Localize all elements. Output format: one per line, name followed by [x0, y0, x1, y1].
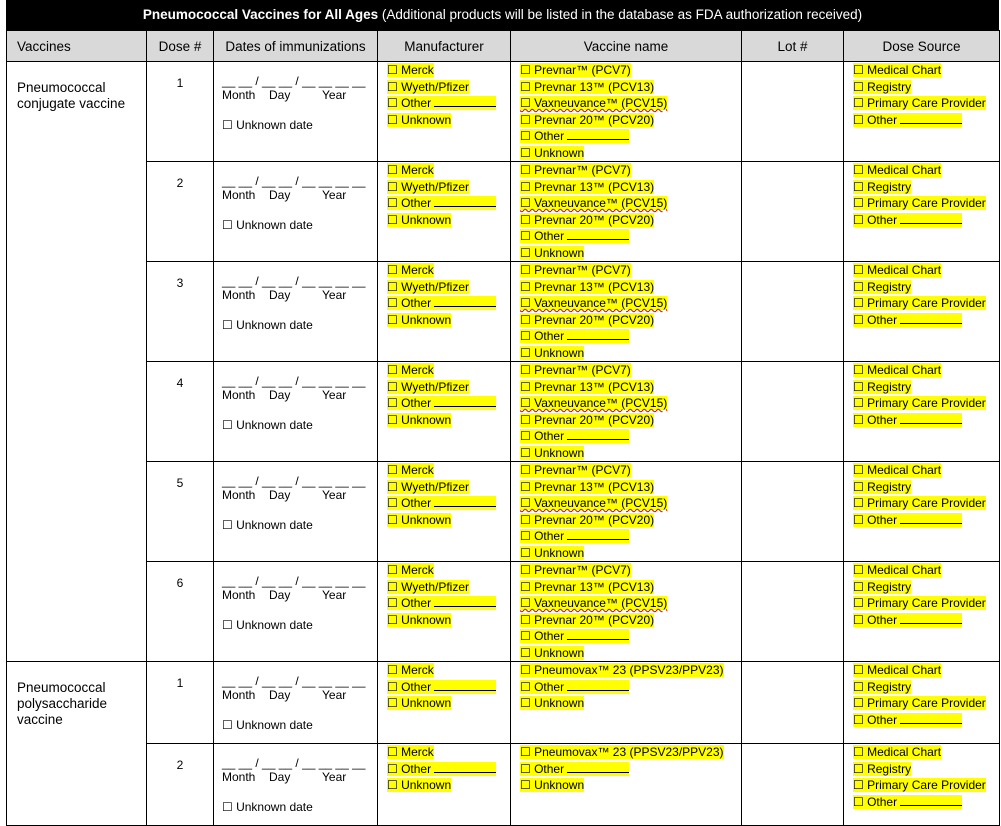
dose-row: [7, 662, 1000, 744]
option[interactable]: ☐ Wyeth/Pfizer: [387, 279, 470, 294]
option[interactable]: ☐ Unknown: [520, 345, 585, 360]
option[interactable]: ☐ Unknown: [520, 145, 585, 160]
dose-row: [7, 262, 1000, 362]
option[interactable]: ☐ Medical Chart: [853, 163, 942, 177]
other-blank[interactable]: [900, 795, 962, 806]
option[interactable]: ☐ Vaxneuvance™ (PCV15): [520, 196, 668, 210]
option[interactable]: ☐ Wyeth/Pfizer: [387, 79, 470, 94]
dose-number: 2: [147, 744, 214, 826]
option[interactable]: ☐ Unknown: [387, 612, 452, 627]
option[interactable]: ☐ Primary Care Provider: [853, 496, 986, 510]
col-manufacturer: Manufacturer: [378, 31, 511, 62]
date-field[interactable]: __ __ / __ __ / __ __ __ __ Month Day Year ☐ Unknown date: [214, 362, 378, 462]
option[interactable]: ☐ Other: [853, 712, 999, 729]
option[interactable]: ☐ Medical Chart: [853, 363, 942, 377]
option[interactable]: ☐ Prevnar 13™ (PCV13): [520, 479, 655, 494]
option[interactable]: ☐ Merck: [387, 363, 434, 377]
dose-source-options: [844, 562, 1000, 662]
lot-number-field[interactable]: [742, 462, 844, 562]
dose-row: [7, 62, 1000, 162]
lot-number-field[interactable]: [742, 62, 844, 162]
lot-number-field[interactable]: [742, 162, 844, 262]
dose-row: [7, 162, 1000, 262]
option[interactable]: ☐ Vaxneuvance™ (PCV15): [520, 296, 668, 310]
other-blank[interactable]: [434, 396, 496, 407]
unknown-date-checkbox[interactable]: ☐ Unknown date: [222, 718, 313, 732]
vaccine-name-options: [511, 62, 742, 162]
dose-source-options: [844, 462, 1000, 562]
col-lot: Lot #: [742, 31, 844, 62]
other-blank[interactable]: [567, 429, 629, 440]
option[interactable]: ☐ Prevnar™ (PCV7): [520, 463, 631, 477]
other-blank[interactable]: [900, 313, 962, 324]
manufacturer-options: [378, 362, 511, 462]
option[interactable]: ☐ Unknown: [520, 545, 585, 560]
option[interactable]: ☐ Unknown: [387, 212, 452, 227]
lot-number-field[interactable]: [742, 744, 844, 826]
other-blank[interactable]: [900, 413, 962, 424]
other-blank[interactable]: [567, 629, 629, 640]
lot-number-field[interactable]: [742, 362, 844, 462]
unknown-date-checkbox[interactable]: ☐ Unknown date: [222, 118, 313, 132]
option[interactable]: ☐ Prevnar 20™ (PCV20): [520, 212, 655, 227]
option[interactable]: ☐ Other: [853, 794, 999, 811]
other-blank[interactable]: [567, 229, 629, 240]
unknown-date-checkbox[interactable]: ☐ Unknown date: [222, 318, 313, 332]
immunization-table: [6, 30, 1000, 826]
unknown-date-checkbox[interactable]: ☐ Unknown date: [222, 618, 313, 632]
date-field[interactable]: __ __ / __ __ / __ __ __ __ Month Day Year ☐ Unknown date: [214, 744, 378, 826]
option[interactable]: ☐ Registry: [853, 579, 912, 594]
col-vaccines: Vaccines: [7, 31, 147, 62]
date-field[interactable]: __ __ / __ __ / __ __ __ __ Month Day Year ☐ Unknown date: [214, 662, 378, 744]
other-blank[interactable]: [434, 196, 496, 207]
option[interactable]: ☐ Other: [520, 228, 741, 245]
option[interactable]: ☐ Primary Care Provider: [853, 296, 986, 310]
option[interactable]: ☐ Merck: [387, 263, 434, 277]
option[interactable]: ☐ Prevnar 13™ (PCV13): [520, 179, 655, 194]
option[interactable]: ☐ Prevnar™ (PCV7): [520, 563, 631, 577]
option[interactable]: ☐ Other: [853, 412, 999, 429]
manufacturer-options: [378, 662, 511, 744]
option[interactable]: ☐ Prevnar 20™ (PCV20): [520, 512, 655, 527]
other-blank[interactable]: [900, 513, 962, 524]
option[interactable]: ☐ Prevnar 13™ (PCV13): [520, 79, 655, 94]
unknown-date-checkbox[interactable]: ☐ Unknown date: [222, 418, 313, 432]
lot-number-field[interactable]: [742, 262, 844, 362]
option[interactable]: ☐ Merck: [387, 563, 434, 577]
option[interactable]: ☐ Other: [520, 428, 741, 445]
option[interactable]: ☐ Unknown: [520, 696, 585, 710]
other-blank[interactable]: [567, 680, 629, 691]
option[interactable]: ☐ Unknown: [520, 778, 585, 792]
dose-row: [7, 462, 1000, 562]
option[interactable]: ☐ Other: [853, 212, 999, 229]
dose-number: 5: [147, 462, 214, 562]
option[interactable]: ☐ Unknown: [520, 645, 585, 660]
other-blank[interactable]: [434, 596, 496, 607]
option[interactable]: ☐ Prevnar 20™ (PCV20): [520, 312, 655, 327]
option[interactable]: ☐ Prevnar 20™ (PCV20): [520, 112, 655, 127]
other-blank[interactable]: [434, 496, 496, 507]
option[interactable]: ☐ Wyeth/Pfizer: [387, 479, 470, 494]
option[interactable]: ☐ Primary Care Provider: [853, 96, 986, 110]
option[interactable]: ☐ Other: [387, 195, 510, 212]
option[interactable]: ☐ Unknown: [387, 696, 452, 710]
option[interactable]: ☐ Medical Chart: [853, 63, 942, 77]
option[interactable]: ☐ Registry: [853, 761, 912, 776]
unknown-date-checkbox[interactable]: ☐ Unknown date: [222, 218, 313, 232]
option[interactable]: ☐ Merck: [387, 745, 434, 759]
option[interactable]: ☐ Primary Care Provider: [853, 396, 986, 410]
option[interactable]: ☐ Medical Chart: [853, 263, 942, 277]
vaccine-name-options: [511, 462, 742, 562]
option[interactable]: ☐ Other: [520, 328, 741, 345]
option[interactable]: ☐ Other: [853, 112, 999, 129]
option[interactable]: ☐ Medical Chart: [853, 745, 942, 759]
option[interactable]: ☐ Primary Care Provider: [853, 778, 986, 792]
date-field[interactable]: __ __ / __ __ / __ __ __ __ Month Day Year ☐ Unknown date: [214, 462, 378, 562]
option[interactable]: ☐ Unknown: [387, 512, 452, 527]
dose-row: [7, 744, 1000, 826]
manufacturer-options: [378, 62, 511, 162]
unknown-date-checkbox[interactable]: ☐ Unknown date: [222, 800, 313, 814]
dose-row: [7, 562, 1000, 662]
option[interactable]: ☐ Merck: [387, 63, 434, 77]
dose-source-options: [844, 744, 1000, 826]
col-dates: Dates of immunizations: [214, 31, 378, 62]
option[interactable]: ☐ Other: [387, 295, 510, 312]
dose-source-options: [844, 62, 1000, 162]
option[interactable]: ☐ Other: [520, 761, 741, 778]
header-row: [7, 31, 1000, 62]
col-dose: Dose #: [147, 31, 214, 62]
manufacturer-options: [378, 744, 511, 826]
option[interactable]: ☐ Other: [853, 512, 999, 529]
option[interactable]: ☐ Merck: [387, 163, 434, 177]
vaccine-name-options: [511, 562, 742, 662]
option[interactable]: ☐ Unknown: [387, 412, 452, 427]
option[interactable]: ☐ Registry: [853, 79, 912, 94]
dose-source-options: [844, 262, 1000, 362]
col-dose-source: Dose Source: [844, 31, 1000, 62]
option[interactable]: ☐ Medical Chart: [853, 463, 942, 477]
option[interactable]: ☐ Unknown: [520, 445, 585, 460]
lot-number-field[interactable]: [742, 662, 844, 744]
other-blank[interactable]: [900, 613, 962, 624]
option[interactable]: ☐ Primary Care Provider: [853, 596, 986, 610]
dose-number: 2: [147, 162, 214, 262]
vaccine-name-options: [511, 662, 742, 744]
other-blank[interactable]: [434, 96, 496, 107]
vaccine-name-options: [511, 262, 742, 362]
option[interactable]: ☐ Registry: [853, 179, 912, 194]
option[interactable]: ☐ Registry: [853, 379, 912, 394]
option[interactable]: ☐ Prevnar™ (PCV7): [520, 263, 631, 277]
date-field[interactable]: __ __ / __ __ / __ __ __ __ Month Day Year ☐ Unknown date: [214, 162, 378, 262]
option[interactable]: ☐ Other: [520, 679, 741, 696]
unknown-date-checkbox[interactable]: ☐ Unknown date: [222, 518, 313, 532]
dose-number: 6: [147, 562, 214, 662]
vaccine-group-name: Pneumococcal polysaccharide vaccine: [7, 662, 147, 826]
option[interactable]: ☐ Other: [387, 761, 510, 778]
option[interactable]: ☐ Primary Care Provider: [853, 696, 986, 710]
option[interactable]: ☐ Registry: [853, 279, 912, 294]
other-blank[interactable]: [434, 762, 496, 773]
option[interactable]: ☐ Wyeth/Pfizer: [387, 379, 470, 394]
manufacturer-options: [378, 462, 511, 562]
manufacturer-options: [378, 262, 511, 362]
option[interactable]: ☐ Medical Chart: [853, 663, 942, 677]
dose-number: 1: [147, 662, 214, 744]
option[interactable]: ☐ Prevnar 20™ (PCV20): [520, 412, 655, 427]
other-blank[interactable]: [434, 680, 496, 691]
option[interactable]: ☐ Unknown: [387, 778, 452, 792]
manufacturer-options: [378, 562, 511, 662]
col-vaccine-name: Vaccine name: [511, 31, 742, 62]
vaccine-name-options: [511, 162, 742, 262]
option[interactable]: ☐ Prevnar 20™ (PCV20): [520, 612, 655, 627]
dose-source-options: [844, 662, 1000, 744]
form-title: Pneumococcal Vaccines for All Ages (Additional products will be listed in the database as FDA authorization received): [6, 0, 999, 30]
vaccine-group-name: Pneumococcal conjugate vaccine: [7, 62, 147, 662]
option[interactable]: ☐ Prevnar™ (PCV7): [520, 163, 631, 177]
other-blank[interactable]: [567, 762, 629, 773]
option[interactable]: ☐ Pneumovax™ 23 (PPSV23/PPV23): [520, 745, 724, 759]
option[interactable]: ☐ Prevnar 13™ (PCV13): [520, 379, 655, 394]
option[interactable]: ☐ Other: [520, 128, 741, 145]
option[interactable]: ☐ Unknown: [387, 312, 452, 327]
other-blank[interactable]: [567, 529, 629, 540]
other-blank[interactable]: [567, 329, 629, 340]
other-blank[interactable]: [900, 213, 962, 224]
other-blank[interactable]: [434, 296, 496, 307]
option[interactable]: ☐ Pneumovax™ 23 (PPSV23/PPV23): [520, 663, 724, 677]
dose-source-options: [844, 362, 1000, 462]
option[interactable]: ☐ Unknown: [520, 245, 585, 260]
option[interactable]: ☐ Registry: [853, 679, 912, 694]
option[interactable]: ☐ Registry: [853, 479, 912, 494]
option[interactable]: ☐ Prevnar 13™ (PCV13): [520, 279, 655, 294]
option[interactable]: ☐ Prevnar 13™ (PCV13): [520, 579, 655, 594]
option[interactable]: ☐ Other: [387, 95, 510, 112]
option[interactable]: ☐ Other: [853, 312, 999, 329]
date-field[interactable]: __ __ / __ __ / __ __ __ __ Month Day Year ☐ Unknown date: [214, 562, 378, 662]
option[interactable]: ☐ Prevnar™ (PCV7): [520, 363, 631, 377]
immunization-form: [6, 0, 999, 826]
option[interactable]: ☐ Wyeth/Pfizer: [387, 179, 470, 194]
date-field[interactable]: __ __ / __ __ / __ __ __ __ Month Day Year ☐ Unknown date: [214, 62, 378, 162]
option[interactable]: ☐ Medical Chart: [853, 563, 942, 577]
option[interactable]: ☐ Other: [387, 395, 510, 412]
option[interactable]: ☐ Wyeth/Pfizer: [387, 579, 470, 594]
other-blank[interactable]: [900, 113, 962, 124]
option[interactable]: ☐ Other: [520, 528, 741, 545]
option[interactable]: ☐ Other: [387, 679, 510, 696]
option[interactable]: ☐ Other: [387, 595, 510, 612]
other-blank[interactable]: [900, 713, 962, 724]
manufacturer-options: [378, 162, 511, 262]
option[interactable]: ☐ Prevnar™ (PCV7): [520, 63, 631, 77]
option[interactable]: ☐ Merck: [387, 463, 434, 477]
option[interactable]: ☐ Merck: [387, 663, 434, 677]
vaccine-name-options: [511, 744, 742, 826]
option[interactable]: ☐ Primary Care Provider: [853, 196, 986, 210]
option[interactable]: ☐ Vaxneuvance™ (PCV15): [520, 596, 668, 610]
lot-number-field[interactable]: [742, 562, 844, 662]
option[interactable]: ☐ Vaxneuvance™ (PCV15): [520, 96, 668, 110]
dose-source-options: [844, 162, 1000, 262]
option[interactable]: ☐ Vaxneuvance™ (PCV15): [520, 496, 668, 510]
other-blank[interactable]: [567, 129, 629, 140]
dose-row: [7, 362, 1000, 462]
dose-number: 4: [147, 362, 214, 462]
date-field[interactable]: __ __ / __ __ / __ __ __ __ Month Day Year ☐ Unknown date: [214, 262, 378, 362]
option[interactable]: ☐ Unknown: [387, 112, 452, 127]
option[interactable]: ☐ Vaxneuvance™ (PCV15): [520, 396, 668, 410]
dose-number: 1: [147, 62, 214, 162]
dose-number: 3: [147, 262, 214, 362]
option[interactable]: ☐ Other: [853, 612, 999, 629]
option[interactable]: ☐ Other: [387, 495, 510, 512]
vaccine-name-options: [511, 362, 742, 462]
option[interactable]: ☐ Other: [520, 628, 741, 645]
